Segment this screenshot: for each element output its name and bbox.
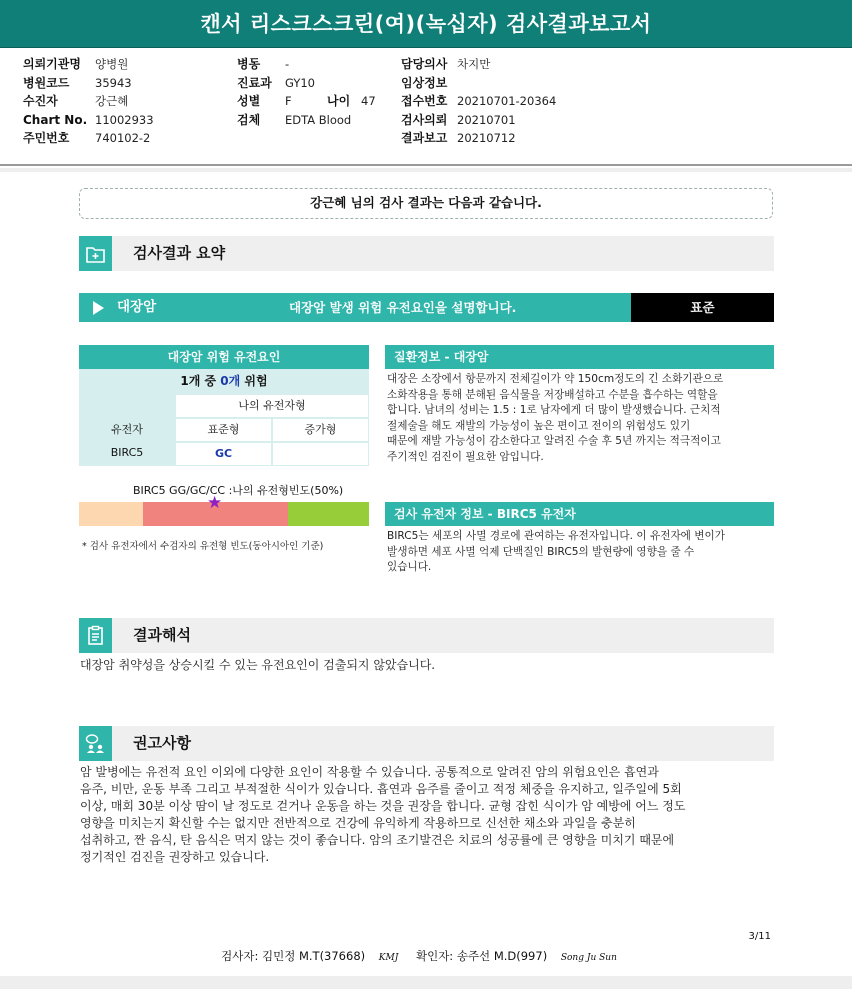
- clipboard-icon: [79, 618, 112, 653]
- recommendation-section-header: [79, 726, 774, 761]
- recommendation-section-title: 권고사항: [133, 734, 191, 752]
- increased-genotype-cell: [272, 442, 369, 466]
- report-title: 캔서 리스크스크린(여)(녹십자) 검사결과보고서: [0, 0, 852, 48]
- receipt-no-value: 20210701-20364: [457, 94, 557, 108]
- sex-label: 성별: [237, 94, 261, 108]
- institution-label: 의뢰기관명: [23, 57, 81, 71]
- standard-genotype-cell: GC: [175, 442, 272, 466]
- gene-name-cell: BIRC5: [79, 442, 175, 466]
- disease-info-line: 대장은 소장에서 항문까지 전체길이가 약 150cm정도의 긴 소화기관으로: [387, 373, 724, 385]
- department-label: 진료과: [237, 75, 272, 90]
- disease-info-line: 합니다. 남녀의 성비는 1.5 : 1로 남자에게 더 많이 발생했습니다. 근치적: [387, 404, 721, 416]
- disease-info-body: [385, 369, 774, 465]
- inspector-signature: KMJ: [378, 953, 399, 963]
- gene-info-box: [385, 502, 774, 576]
- risk-level-badge: 표준: [631, 293, 774, 322]
- hospital-code-label: 병원코드: [23, 75, 70, 90]
- interpretation-text: 대장암 취약성을 상승시킬 수 있는 유전요인이 검출되지 않았습니다.: [80, 658, 436, 672]
- folder-plus-icon: [79, 236, 112, 271]
- risk-count-value: 0개: [220, 374, 241, 388]
- patient-info-col1: [23, 55, 154, 148]
- chart-no-label: Chart No.: [23, 112, 88, 127]
- interpretation-section-header: [79, 618, 774, 653]
- disease-info-line: 주기적인 검진이 필요한 암입니다.: [387, 450, 544, 463]
- clinical-info-label: 임상정보: [401, 75, 448, 90]
- gene-info-title: 검사 유전자 정보 - BIRC5 유전자: [385, 502, 774, 526]
- recommendation-line: 정기적인 검진을 권장하고 있습니다.: [80, 850, 270, 864]
- hospital-code-value: 35943: [95, 75, 132, 90]
- disease-info-box: [385, 345, 774, 465]
- standard-column-header: 표준형: [175, 418, 272, 442]
- risk-count-suffix: 위험: [244, 374, 268, 388]
- confirmer-name: 확인자: 송주선 M.D(997): [415, 949, 548, 963]
- doctor-value: 차지만: [457, 57, 491, 71]
- risk-table-title: 대장암 위험 유전요인: [79, 345, 369, 369]
- institution-value: 양병원: [95, 57, 129, 71]
- interpretation-section-title: 결과해석: [133, 626, 191, 644]
- ward-value: -: [285, 57, 290, 71]
- play-arrow-icon: [93, 301, 104, 315]
- disease-info-line: 소화작용을 통해 분해된 음식물을 저장배설하고 수분을 흡수하는 역할을: [387, 388, 718, 401]
- gene-info-line: 있습니다.: [387, 561, 432, 573]
- sex-value: F: [285, 94, 292, 108]
- confirmer-signature: Song Ju Sun: [560, 953, 617, 963]
- my-genotype-star-icon: ★: [207, 493, 223, 513]
- cancer-name: 대장암: [117, 299, 157, 315]
- specimen-label: 검체: [237, 112, 261, 127]
- risk-table-grid: [79, 394, 369, 466]
- resident-no-label: 주민번호: [23, 131, 70, 145]
- report-date-value: 20210712: [457, 131, 516, 145]
- department-value: GY10: [285, 75, 315, 90]
- page-number: 3/11: [748, 931, 771, 942]
- my-genotype-header: 나의 유전자형: [175, 394, 369, 418]
- recommendation-line: 음주, 비만, 운동 부족 그리고 부적절한 식이가 있습니다. 흡연과 음주를 줄이고 적정 체중을 유지하고, 일주일에 5회: [80, 782, 682, 796]
- gene-column-header: 유전자: [79, 394, 175, 442]
- gene-info-line: 발생하면 세포 사멸 억제 단백질인 BIRC5의 발현량에 영향을 줄 수: [387, 545, 695, 558]
- ward-label: 병동: [237, 57, 261, 71]
- divider-band: [0, 168, 852, 172]
- disease-info-line: 절제술을 해도 재발의 가능성이 높은 편이고 전이의 위험성도 있기: [387, 419, 691, 432]
- resident-no-value: 740102-2: [95, 131, 151, 145]
- result-banner: 강근혜 님의 검사 결과는 다음과 같습니다.: [79, 188, 773, 219]
- cancer-description: 대장암 발생 위험 유전요인을 설명합니다.: [289, 300, 517, 315]
- request-date-value: 20210701: [457, 112, 516, 127]
- chart-no-value: 11002933: [95, 112, 154, 127]
- disease-info-title: 질환정보 - 대장암: [385, 345, 774, 369]
- frequency-segment-3: [288, 502, 369, 526]
- age-value: 47: [361, 94, 376, 108]
- summary-section-title: 검사결과 요약: [133, 244, 226, 262]
- patient-info-col2: [237, 55, 376, 129]
- signature-footer: [0, 948, 852, 964]
- cancer-bar: [79, 293, 774, 322]
- patient-name-value: 강근혜: [95, 94, 129, 108]
- patient-name-label: 수진자: [23, 94, 58, 108]
- genotype-frequency-bar: [79, 502, 369, 526]
- doctor-label: 담당의사: [401, 57, 448, 71]
- disease-info-line: 때문에 재발 가능성이 감소한다고 알려진 수술 후 5년 까지는 적극적이고: [387, 435, 721, 447]
- request-date-label: 검사의뢰: [401, 112, 448, 127]
- recommendation-line: 영향을 미치는지 확신할 수는 없지만 전반적으로 건강에 유익하게 작용하므로 신선한 채소와 과일을 충분히: [80, 816, 636, 830]
- patient-info-panel: [0, 48, 852, 166]
- inspector-name: 검사자: 김민정 M.T(37668): [221, 949, 366, 963]
- specimen-value: EDTA Blood: [285, 112, 352, 127]
- bottom-band: [0, 976, 852, 989]
- consultation-icon: [79, 726, 112, 761]
- recommendation-paragraph: [80, 764, 770, 866]
- receipt-no-label: 접수번호: [401, 94, 448, 108]
- report-date-label: 결과보고: [401, 131, 448, 145]
- risk-factor-table: [79, 345, 369, 466]
- genotype-frequency-caption: BIRC5 GG/GC/CC :나의 유전형빈도(50%): [133, 484, 344, 497]
- patient-info-col3: [401, 55, 556, 148]
- recommendation-line: 섭취하고, 짠 음식, 탄 음식은 먹지 않는 것이 좋습니다. 암의 조기발견은 치료의 성공률에 큰 영향을 미치기 때문에: [80, 833, 675, 847]
- frequency-footnote: * 검사 유전자에서 수검자의 유전형 빈도(동아시아인 기준): [82, 541, 324, 552]
- risk-count-prefix: 1개 중: [180, 374, 217, 388]
- recommendation-line: 암 발병에는 유전적 요인 이외에 다양한 요인이 작용할 수 있습니다. 공통적으로 알려진 암의 위험요인은 흡연과: [80, 765, 659, 779]
- risk-count: [79, 369, 369, 394]
- summary-section-header: [79, 236, 774, 271]
- gene-info-line: BIRC5는 세포의 사멸 경로에 관여하는 유전자입니다. 이 유전자에 변이가: [387, 530, 725, 542]
- recommendation-line: 이상, 매회 30분 이상 땀이 날 정도로 걷거나 운동을 하는 것을 권장을 합니다. 균형 잡힌 식이가 암 예방에 어느 정도: [80, 799, 686, 813]
- gene-info-body: [385, 526, 774, 576]
- age-label: 나이: [327, 94, 351, 108]
- frequency-segment-1: [79, 502, 143, 526]
- increased-column-header: 증가형: [272, 418, 369, 442]
